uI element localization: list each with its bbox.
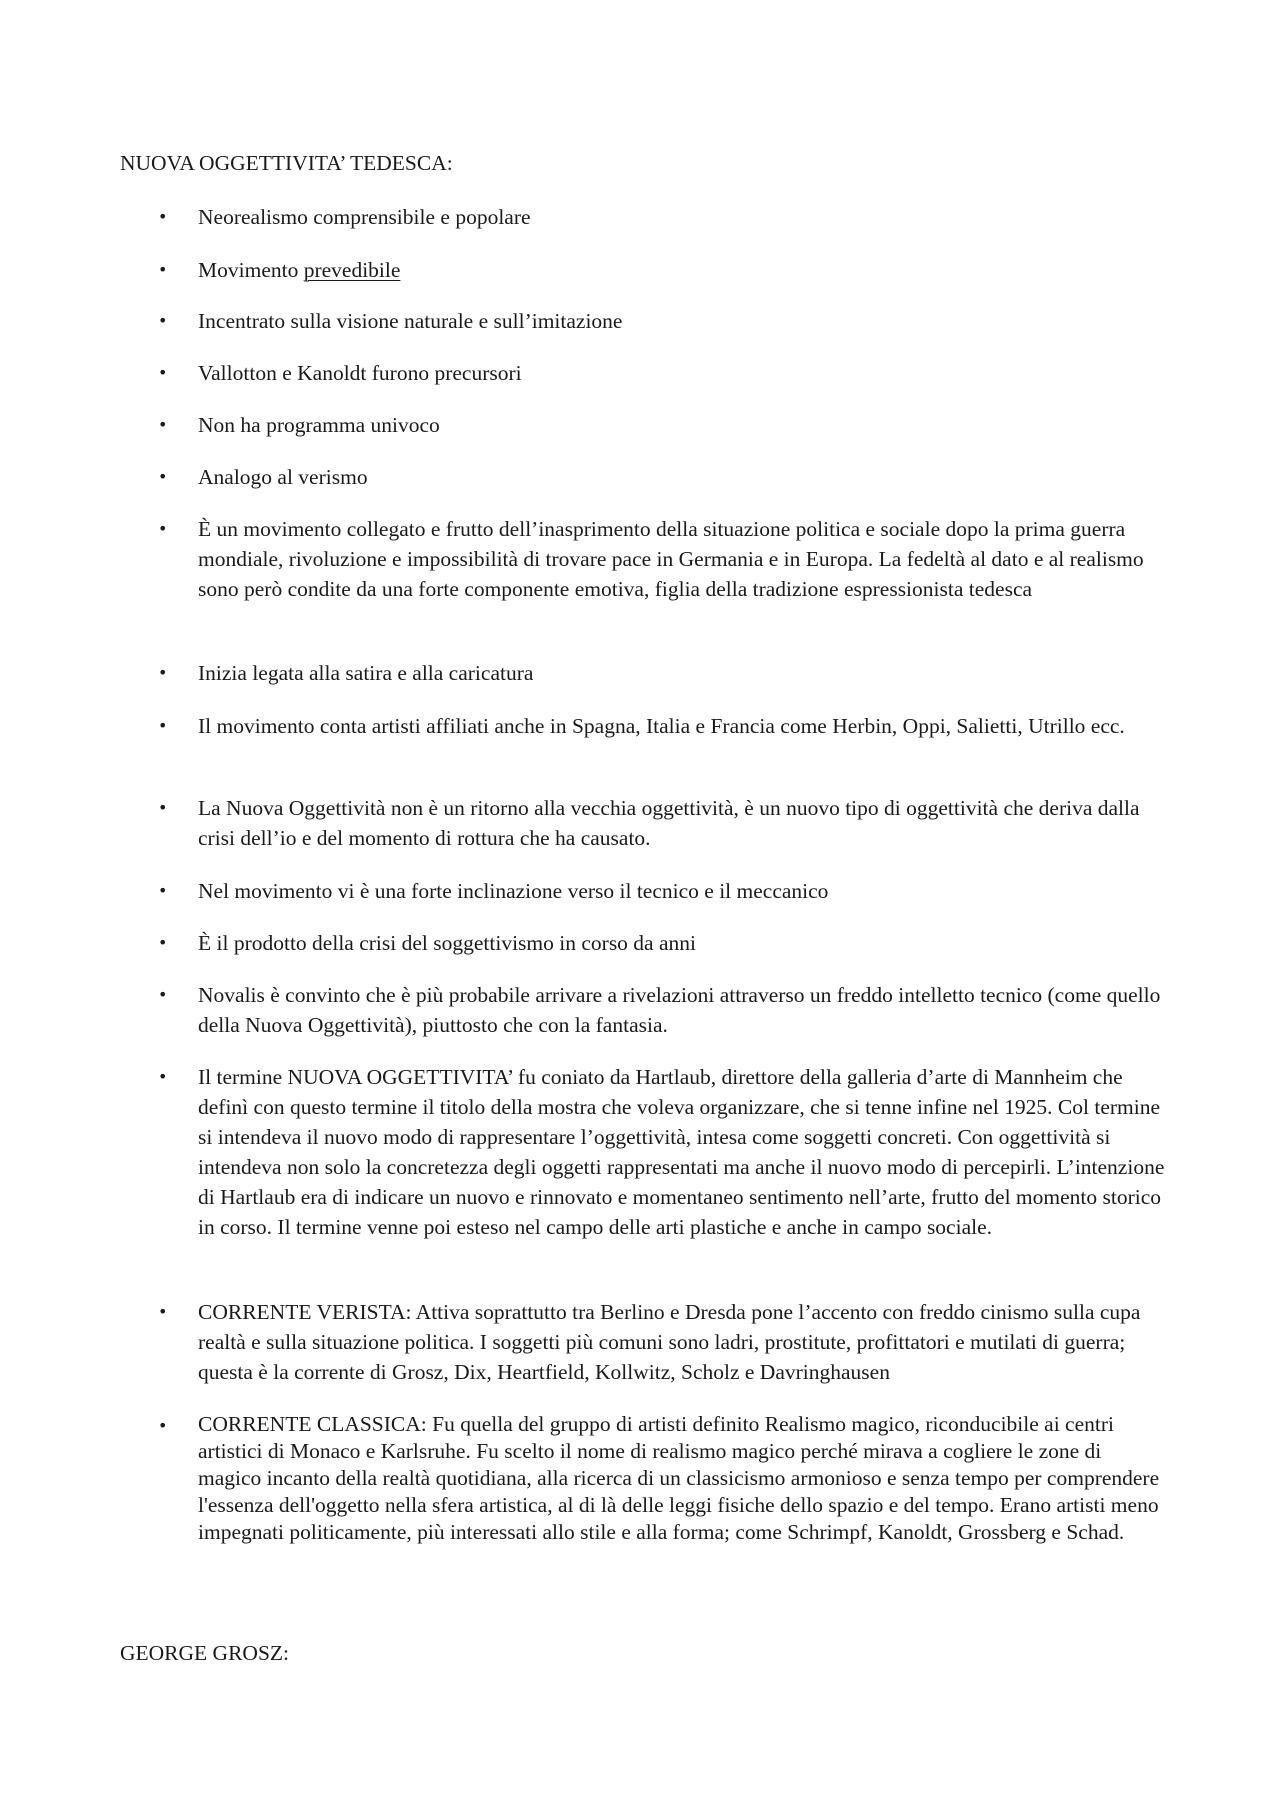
section-heading-nuova-oggettivita: NUOVA OGGETTIVITA’ TEDESCA: (120, 151, 453, 175)
list-item-text: Nel movimento vi è una forte inclinazione verso il tecnico e il meccanico (198, 879, 829, 903)
bullet-icon: • (158, 311, 168, 330)
list-item-text (198, 255, 1168, 285)
bullet-icon: • (158, 363, 168, 382)
bullet-icon: • (158, 1302, 168, 1321)
list-item-text: Inizia legata alla satira e alla caricatura (198, 661, 534, 685)
bullet-icon: • (158, 1416, 168, 1435)
bullet-icon: • (158, 467, 168, 486)
list-item-text: CORRENTE CLASSICA: Fu quella del gruppo di artisti definito Realismo magico, riconducibile ai centri artistici di Monaco e Karlsruhe. Fu scelto il nome di realismo magico perché mirava a cogliere le zone di magico incanto della realtà quotidiana, alla ricerca di un classicismo armonioso e senza tempo per comprendere l'essenza dell'oggetto nella sfera artistica, al di là delle leggi fisiche dello spazio e del tempo. Erano artisti meno impegnati politicamente, più interessati allo stile e alla forma; come Schrimpf, Kanoldt, Grossberg e Schad. (198, 1412, 1160, 1544)
list-item-text-prefix: Movimento (198, 258, 304, 282)
section-heading-george-grosz: GEORGE GROSZ: (120, 1641, 290, 1665)
bullet-icon: • (158, 519, 168, 538)
list-item-text: Incentrato sulla visione naturale e sull’imitazione (198, 309, 623, 333)
underlined-word: prevedibile (303, 258, 401, 282)
list-item-text: È un movimento collegato e frutto dell’inasprimento della situazione politica e sociale dopo la prima guerra mondiale, rivoluzione e impossibilità di trovare pace in Germania e in Europa. La fedeltà al dato e al realismo sono però condite da una forte componente emotiva, figlia della tradizione espressionista tedesca (198, 517, 1144, 601)
list-item-text: Il movimento conta artisti affiliati anche in Spagna, Italia e Francia come Herbin, Oppi, Salietti, Utrillo ecc. (198, 714, 1125, 738)
list-item-text: Novalis è convinto che è più probabile arrivare a rivelazioni attraverso un freddo intelletto tecnico (come quello della Nuova Oggettività), piuttosto che con la fantasia. (198, 983, 1161, 1037)
bullet-icon: • (158, 798, 168, 817)
bullet-icon: • (158, 716, 168, 735)
bullet-icon: • (158, 415, 168, 434)
list-item-text: Neorealismo comprensibile e popolare (198, 205, 531, 229)
bullet-icon: • (158, 663, 168, 682)
bullet-icon: • (158, 881, 168, 900)
bullet-icon: • (158, 1067, 168, 1086)
list-item-text: Analogo al verismo (198, 465, 368, 489)
bullet-icon: • (158, 933, 168, 952)
bullet-icon: • (158, 985, 168, 1004)
list-item-text: CORRENTE VERISTA: Attiva soprattutto tra Berlino e Dresda pone l’accento con freddo cinismo sulla cupa realtà e sulla situazione politica. I soggetti più comuni sono ladri, prostitute, profittatori e mutilati di guerra; questa è la corrente di Grosz, Dix, Heartfield, Kollwitz, Scholz e Davringhausen (198, 1300, 1141, 1384)
list-item-text: Il termine NUOVA OGGETTIVITA’ fu coniato da Hartlaub, direttore della galleria d’arte di Mannheim che definì con questo termine il titolo della mostra che voleva organizzare, che si tenne infine nel 1925. Col termine si intendeva il nuovo modo di rappresentare l’oggettività, intesa come soggetti concreti. Con oggettività si intendeva non solo la concretezza degli oggetti rappresentati ma anche il nuovo modo di percepirli. L’intenzione di Hartlaub era di indicare un nuovo e rinnovato e momentaneo sentimento nell’arte, frutto del momento storico in corso. Il termine venne poi esteso nel campo delle arti plastiche e anche in campo sociale. (198, 1065, 1165, 1239)
list-item-text: La Nuova Oggettività non è un ritorno alla vecchia oggettività, è un nuovo tipo di oggettività che deriva dalla crisi dell’io e del momento di rottura che ha causato. (198, 796, 1140, 850)
list-item-text: Vallotton e Kanoldt furono precursori (198, 361, 522, 385)
bullet-icon: • (158, 207, 168, 226)
bullet-icon: • (158, 260, 168, 279)
list-item-text: Non ha programma univoco (198, 413, 440, 437)
list-item-text: È il prodotto della crisi del soggettivismo in corso da anni (198, 931, 696, 955)
